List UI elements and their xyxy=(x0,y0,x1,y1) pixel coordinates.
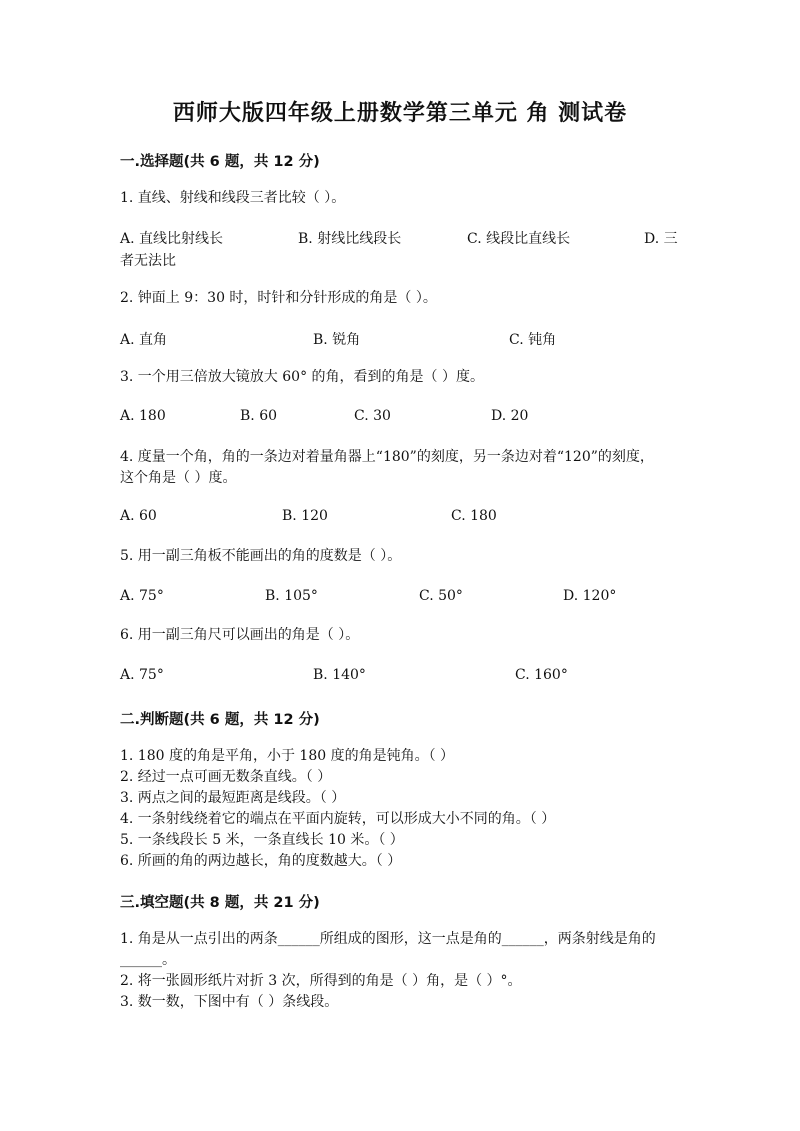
question-options xyxy=(120,408,680,430)
list-item: 3. 数一数，下图中有（ ）条线段。 xyxy=(120,994,339,1010)
fill-blank-list xyxy=(120,929,685,1013)
list-item: 5. 一条线段长 5 米，一条直线长 10 米。（ ） xyxy=(120,832,404,848)
option-continuation: 者无法比 xyxy=(120,253,176,269)
option: B. 射线比线段长 xyxy=(298,231,402,247)
question-stem: 5. 用一副三角板不能画出的角的度数是（ ）。 xyxy=(120,548,402,564)
list-item: 1. 角是从一点引出的两条______所组成的图形，这一点是角的______，两条射线是角的______。 xyxy=(120,931,656,968)
option: A. 180 xyxy=(120,408,166,424)
section-heading-choice: 一.选择题(共 6 题，共 12 分) xyxy=(120,154,320,170)
question-options xyxy=(120,329,680,351)
list-item: 2. 经过一点可画无数条直线。（ ） xyxy=(120,769,332,785)
question-stem: 4. 度量一个角，角的一条边对着量角器上“180”的刻度，另一条边对着“120”的刻度，这个角是（ ）度。 xyxy=(120,449,654,486)
option: B. 120 xyxy=(282,508,328,524)
option: D. 三 xyxy=(644,231,678,247)
question-options xyxy=(120,588,680,610)
option: A. 直线比射线长 xyxy=(120,231,224,247)
section-heading-judgement: 二.判断题(共 6 题，共 12 分) xyxy=(120,712,320,728)
option: B. 105° xyxy=(265,588,318,604)
list-item: 4. 一条射线绕着它的端点在平面内旋转，可以形成大小不同的角。（ ） xyxy=(120,811,556,827)
question-options xyxy=(120,508,680,530)
question-options xyxy=(120,667,680,689)
list-item: 3. 两点之间的最短距离是线段。（ ） xyxy=(120,790,346,806)
option: A. 75° xyxy=(120,667,164,683)
option: B. 锐角 xyxy=(313,332,361,348)
option: C. 160° xyxy=(515,667,568,683)
question-options xyxy=(120,228,680,250)
list-item: 2. 将一张圆形纸片对折 3 次，所得到的角是（ ）角，是（ ）°。 xyxy=(120,973,522,989)
option: C. 50° xyxy=(419,588,463,604)
question-stem: 1. 直线、射线和线段三者比较（ ）。 xyxy=(120,190,346,206)
question-stem: 6. 用一副三角尺可以画出的角是（ ）。 xyxy=(120,627,360,643)
page-title: 西师大版四年级上册数学第三单元 角 测试卷 xyxy=(172,101,628,126)
option: C. 钝角 xyxy=(509,332,557,348)
option: A. 直角 xyxy=(120,332,168,348)
option: B. 60 xyxy=(240,408,278,424)
option: A. 60 xyxy=(120,508,157,524)
section-heading-fill: 三.填空题(共 8 题，共 21 分) xyxy=(120,895,320,911)
option: B. 140° xyxy=(313,667,366,683)
option: A. 75° xyxy=(120,588,164,604)
option: D. 120° xyxy=(563,588,617,604)
question-stem: 3. 一个用三倍放大镜放大 60° 的角，看到的角是（ ）度。 xyxy=(120,369,484,385)
option: C. 180 xyxy=(451,508,497,524)
question-stem: 2. 钟面上 9：30 时，时针和分针形成的角是（ ）。 xyxy=(120,290,437,306)
list-item: 1. 180 度的角是平角，小于 180 度的角是钝角。（ ） xyxy=(120,748,455,764)
option: C. 线段比直线长 xyxy=(467,231,571,247)
option: D. 20 xyxy=(491,408,529,424)
list-item: 6. 所画的角的两边越长，角的度数越大。（ ） xyxy=(120,853,402,869)
option: C. 30 xyxy=(354,408,391,424)
judgement-list xyxy=(120,746,555,872)
